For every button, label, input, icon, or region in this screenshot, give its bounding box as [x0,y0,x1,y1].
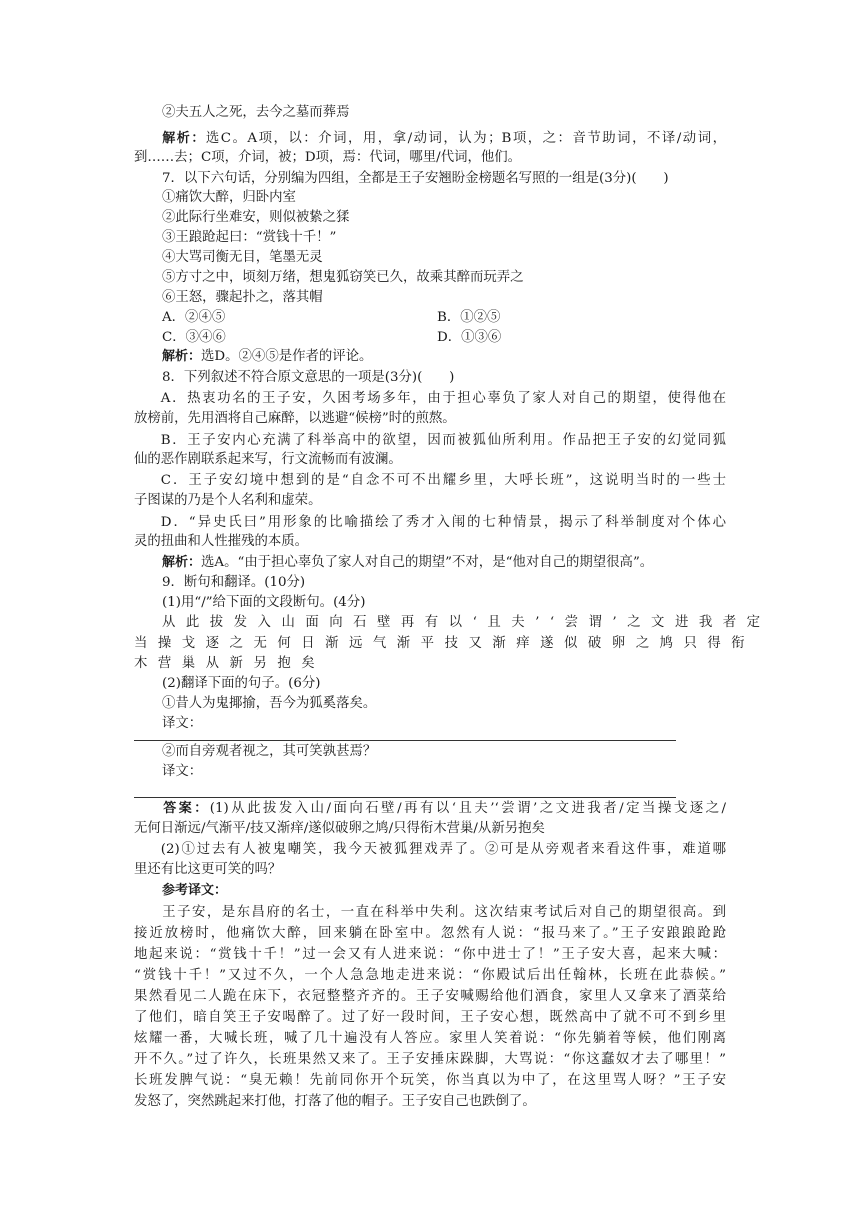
option-d: D．①③⑥ [437,330,502,345]
text-line: 放榜前，先用酒将自己麻醉，以逃避“候榜”时的煎熬。 [134,411,456,426]
text-line: 无何日渐远/气渐平/技又渐痒/遂似破卵之鸠/只得衔木营巢/从新另抱矣 [134,821,545,836]
text-line: “赏钱十千！”又过不久，一个人急急地走进来说：“你殿试后出任翰林，长班在此恭候。” [134,968,726,983]
option-a: A．②④⑤ [162,310,226,325]
text-line [134,431,726,451]
translation-label: 译文： [162,764,203,779]
reference-translation-heading: 参考译文： [162,883,228,898]
question-9: 9．断句和翻译。(10分) [162,575,306,590]
line-text: B．王子安内心充满了科举高中的欲望，因而被狐仙所利用。作品把王子安的幻觉同狐 [160,433,726,448]
text-line [134,471,726,491]
question-7: 7．以下六句话，分别编为四组，全都是王子安翘盼金榜题名写照的一组是(3分)( ) [162,171,669,186]
text-line: 里还有比这更可笑的吗？ [134,862,282,877]
line-text: C．王子安幻境中想到的是“自念不可不出耀乡里，大呼长班”，这说明当时的一些士 [160,473,726,488]
text-line: ②夫五人之死，去今之墓而葬焉 [162,105,350,120]
text-line [134,903,726,923]
text-line: 发怒了，突然跳起来打他，打落了他的帽子。王子安自己也跌倒了。 [134,1094,536,1109]
question-8: 8．下列叙述不符合原文意思的一项是(3分)( ) [162,370,455,385]
text-line: ⑤方寸之中，顷刻万绪，想鬼狐窃笑已久，故乘其醉而玩弄之 [162,270,524,285]
text-line [134,840,726,860]
passage-line: 从此拔发入山面向石壁再有以‘且夫’‘尝谓’之文进我者定 [162,615,771,630]
analysis-text: 选A。“由于担心辜负了家人对自己的期望”不对，是“他对自己的期望很高”。 [201,555,654,570]
text-line: (2)翻译下面的句子。(6分) [162,676,321,691]
text-line: 接近放榜时，他痛饮大醉，回来躺在卧室中。忽然有人说：“报马来了。”王子安踉踉跄跄 [134,926,726,941]
answer-label: 答案： [160,801,210,816]
line-text: A．热衷功名的王子安，久困考场多年，由于担心辜负了家人对自己的期望，使得他在 [160,391,726,406]
answer-text: (1)从此拔发入山/面向石壁/再有以‘且夫’‘尝谓’之文进我者/定当操戈逐之/ [209,801,726,816]
text-line: 到……去；C项，介词，被；D项，焉：代词，哪里/代词，他们。 [134,150,522,165]
analysis-line [162,553,860,573]
text-line: ②此际行坐难安，则似被絷之猱 [162,210,350,225]
answer-underline [134,740,676,741]
answer-line [134,799,726,819]
translation-label: 译文： [162,716,203,731]
analysis-line [134,129,726,149]
analysis-text: 选C。A项，以：介词，用，拿/动词，认为；B项，之：音节助词，不译/动词， [205,131,726,146]
analysis-line [162,347,860,367]
text-line: (1)用“/”给下面的文段断句。(4分) [162,595,366,610]
analysis-label: 解析： [162,555,202,570]
text-line: ①痛饮大醉，归卧内室 [162,190,296,205]
text-line: 炫耀一番，大喊长班，喊了几十遍没有人答应。家里人笑着说：“你先躺着等候，他们刚离 [134,1031,726,1046]
passage-line: 当操戈逐之无何日渐远气渐平技又渐痒遂似破卵之鸠只得衔 [134,636,756,651]
text-line: 子图谋的乃是个人名利和虚荣。 [134,493,322,508]
line-text: 王子安，是东昌府的名士，一直在科举中失利。这次结束考试后对自己的期望很高。到 [160,905,726,920]
text-line: 长班发脾气说：“臭无赖！先前同你开个玩笑，你当真以为中了，在这里骂人呀？”王子安 [134,1073,726,1088]
option-c: C．③④⑥ [162,330,226,345]
text-line: 果然看见二人跪在床下，衣冠整整齐齐的。王子安喊赐给他们酒食，家里人又拿来了酒菜给 [134,989,726,1004]
text-line: ②而自旁观者视之，其可笑孰甚焉？ [162,744,377,759]
text-line: 地起来说：“赏钱十千！”过一会又有人进来说：“你中进士了！”王子安大喜，起来大喊： [134,947,726,962]
answer-underline [134,797,676,798]
text-line: 开不久。”过了许久，长班果然又来了。王子安捶床跺脚，大骂说：“你这蠢奴才去了哪里！” [134,1052,726,1067]
line-text: (2)①过去有人被鬼嘲笑，我今天被狐狸戏弄了。②可是从旁观者来看这件事，难道哪 [160,842,726,857]
text-line: ⑥王怒，骤起扑之，落其帽 [162,290,323,305]
passage-line: 木营巢从新另抱矣 [134,656,326,671]
option-b: B．①②⑤ [437,310,501,325]
text-line: ④大骂司衡无目，笔墨无灵 [162,250,323,265]
analysis-label: 解析： [162,349,202,364]
text-line: ①昔人为鬼揶揄，吾今为狐奚落矣。 [162,696,377,711]
text-line: 了他们，暗自笑王子安喝醉了。过了好一段时间，王子安心想，既然高中了就不可不到乡里 [134,1010,726,1025]
analysis-label: 解析： [160,131,206,146]
analysis-text: 选D。②④⑤是作者的评论。 [201,349,373,364]
text-line [134,513,726,533]
text-line: ③王踉跄起曰：“赏钱十千！” [162,230,337,245]
text-line: 仙的恶作剧联系起来写，行文流畅而有波澜。 [134,452,402,467]
text-line [134,389,726,409]
text-line: 灵的扭曲和人性摧残的本质。 [134,534,309,549]
line-text: D．“异史氏曰”用形象的比喻描绘了秀才入闱的七种情景，揭示了科举制度对个体心 [160,515,726,530]
